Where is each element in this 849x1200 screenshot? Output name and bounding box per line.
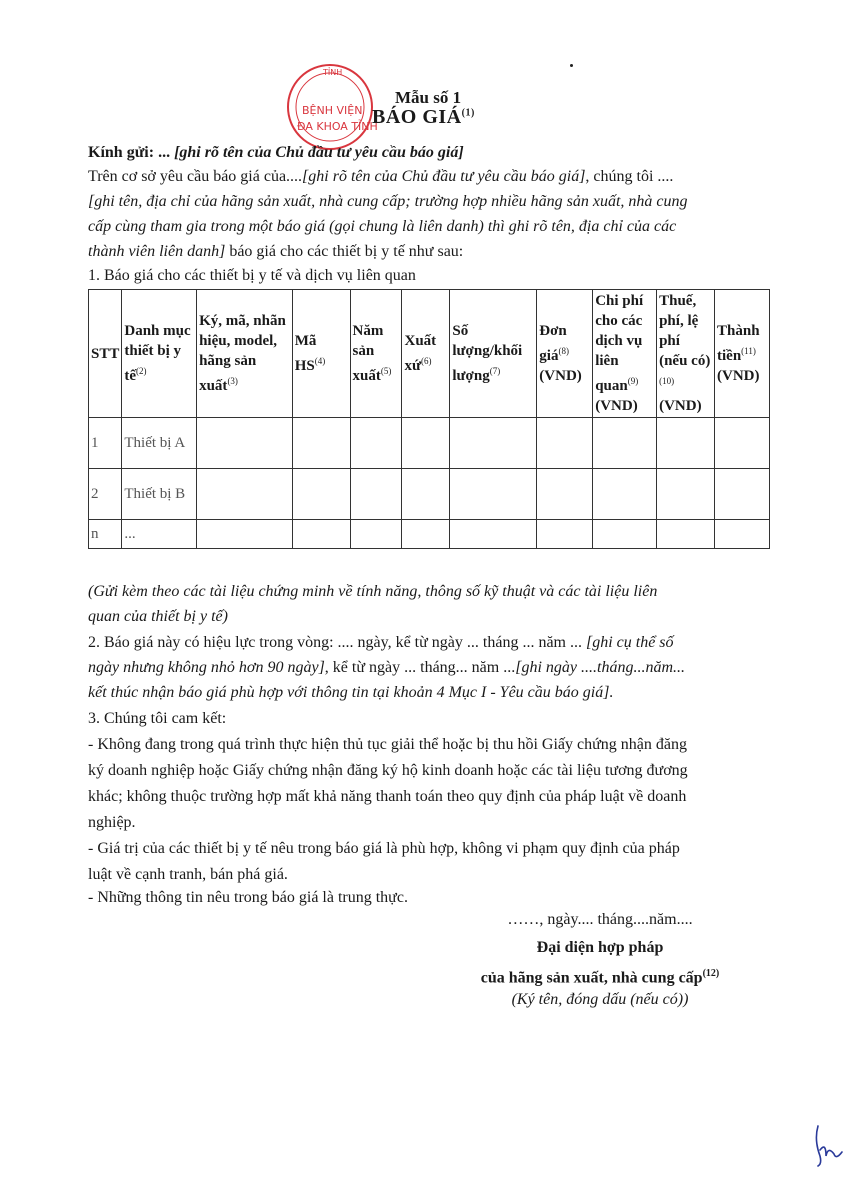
row-device-name: ... — [122, 520, 197, 549]
signature-date-line: ……, ngày.... tháng....năm.... — [507, 911, 693, 928]
validity-text-e: [ghi ngày ....tháng...năm... — [515, 659, 685, 676]
validity-text-a: 2. Báo giá này có hiệu lực trong vòng: .... ngày, kể từ ngày ... tháng ... năm ... — [88, 634, 586, 651]
intro-line4-b: báo giá cho các thiết bị y tế như sau: — [225, 243, 464, 260]
form-number: Mẫu số 1 — [395, 88, 462, 107]
header-unit-price: Đơn giá$^{(8)}$ (VND) — [537, 290, 593, 418]
row-device-name: Thiết bị A — [122, 418, 197, 469]
header-taxes-fees: Thuế, phí, lệ phí (nếu có)$^{(10)}$ (VND) — [657, 290, 715, 418]
scan-dot — [570, 64, 573, 67]
signature-instruction: (Ký tên, đóng dấu (nếu có)) — [511, 991, 689, 1008]
row-stt: 2 — [89, 469, 122, 520]
intro-text-b: [ghi rõ tên của Chủ đầu tư yêu cầu báo giá] — [302, 168, 586, 185]
commitment-2-line1: - Giá trị của các thiết bị y tế nêu trong báo giá là phù hợp, không vi phạm quy định của pháp — [88, 840, 680, 857]
commitment-1-line4: nghiệp. — [88, 814, 136, 831]
attachment-note-line1: (Gửi kèm theo các tài liệu chứng minh về tính năng, thông số kỹ thuật và các tài liệu liên — [88, 583, 658, 600]
header-service-cost: Chi phí cho các dịch vụ liên quan$^{(9)}$ (VND) — [593, 290, 657, 418]
handwritten-initials — [812, 1120, 844, 1170]
commitment-1-line2: ký doanh nghiệp hoặc Giấy chứng nhận đăng ký hộ kinh doanh hoặc các tài liệu tương đương — [88, 762, 688, 779]
table-row — [89, 520, 770, 549]
signature-representative-line2: của hãng sản xuất, nhà cung cấp$^{(12)}$ — [480, 968, 720, 987]
intro-paragraph-line1 — [88, 165, 778, 189]
row-stt: 1 — [89, 418, 122, 469]
validity-line3: kết thúc nhận báo giá phù hợp với thông tin tại khoản 4 Mục I - Yêu cầu báo giá]. — [88, 684, 614, 701]
validity-line2 — [88, 656, 778, 680]
header-hs-code: Mã HS$^{(4)}$ — [292, 290, 350, 418]
quotation-table — [88, 289, 770, 549]
header-model-manufacturer: Ký, mã, nhãn hiệu, model, hãng sản xuất$^{(3)}$ — [197, 290, 293, 418]
commitment-1-line1: - Không đang trong quá trình thực hiện thủ tục giải thể hoặc bị thu hồi Giấy chứng nhận đăng — [88, 736, 687, 753]
header-total: Thành tiền$^{(11)}$ (VND) — [715, 290, 770, 418]
row-device-name: Thiết bị B — [122, 469, 197, 520]
row-stt: n — [89, 520, 122, 549]
header-device-list: Danh mục thiết bị y tế$^{(2)}$ — [122, 290, 197, 418]
recipient-line — [88, 141, 778, 165]
intro-text-a: Trên cơ sở yêu cầu báo giá của.... — [88, 168, 303, 185]
header-quantity: Số lượng/khối lượng$^{(7)}$ — [450, 290, 537, 418]
validity-line1 — [88, 631, 778, 655]
validity-text-b: [ghi cụ thể số — [585, 634, 674, 651]
attachment-note-line2: quan của thiết bị y tế) — [88, 608, 228, 625]
header-origin: Xuất xứ$^{(6)}$ — [402, 290, 450, 418]
title-note: (1) — [461, 107, 475, 119]
commitment-3: - Những thông tin nêu trong báo giá là trung thực. — [88, 889, 408, 906]
commitment-1-line3: khác; không thuộc trường hợp mất khả năng thanh toán theo quy định của pháp luật về doanh — [88, 788, 687, 805]
validity-text-d: , kể từ ngày ... tháng... năm ... — [324, 659, 516, 676]
commitment-heading: 3. Chúng tôi cam kết: — [88, 710, 227, 727]
recipient-label: Kính gửi: ... — [88, 144, 171, 161]
seal-text-line1: BỆNH VIỆN — [302, 104, 363, 117]
intro-paragraph-line4 — [88, 240, 778, 264]
intro-paragraph-line3: cấp cùng tham gia trong một báo giá (gọi chung là liên danh) thì ghi rõ tên, địa chỉ của các — [88, 218, 677, 235]
validity-text-c: ngày nhưng không nhỏ hơn 90 ngày] — [88, 659, 325, 676]
table-row — [89, 469, 770, 520]
document-title — [372, 106, 475, 129]
table-header-row — [89, 290, 770, 418]
intro-text-c: , chúng tôi .... — [585, 168, 674, 185]
commitment-2-line2: luật về cạnh tranh, bán phá giá. — [88, 866, 288, 883]
seal-top-text: TỈNH — [323, 68, 343, 77]
intro-line4-a: thành viên liên danh] — [88, 243, 226, 260]
table-row — [89, 418, 770, 469]
intro-paragraph-line2: [ghi tên, địa chỉ của hãng sản xuất, nhà cung cấp; trường hợp nhiều hãng sản xuất, nhà cung — [88, 193, 688, 210]
section-1-heading: 1. Báo giá cho các thiết bị y tế và dịch vụ liên quan — [88, 267, 416, 284]
recipient-note: [ghi rõ tên của Chủ đầu tư yêu cầu báo giá] — [174, 144, 464, 161]
title-text: BÁO GIÁ — [372, 106, 462, 128]
seal-text-line2: ĐA KHOA TỈNH — [297, 120, 378, 133]
signature-representative-line1: Đại diện hợp pháp — [536, 939, 664, 956]
header-stt: STT — [89, 290, 122, 418]
header-manufacture-year: Năm sản xuất$^{(5)}$ — [350, 290, 402, 418]
